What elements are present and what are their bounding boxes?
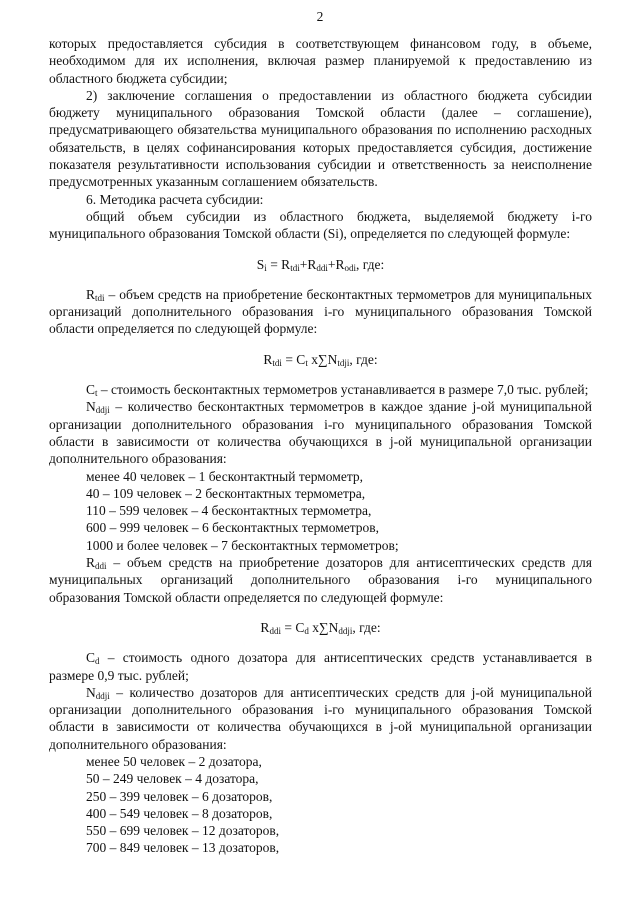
list-item: менее 40 человек – 1 бесконтактный термометр, bbox=[86, 468, 364, 484]
list-item: 550 – 699 человек – 12 дозаторов, bbox=[86, 823, 280, 839]
definition-n-thermometers: $N_{ddji}$ – количество бесконтактных термометров в каждое здание j-ой муниципальной организации дополнительного образования i-го муниципального образования Томской области в зависимости от количества обучающихся в j-ой муниципальной организации дополнительного образования: bbox=[49, 399, 592, 467]
list-item: 250 – 399 человек – 6 дозаторов, bbox=[86, 788, 273, 804]
list-item: 40 – 109 человек – 2 бесконтактных термометра, bbox=[86, 485, 366, 501]
definition-n-dispensers: $N_{ddji}$ – количество дозаторов для антисептических средств для j-ой муниципальной организации дополнительного образования i-го муниципального образования Томской области в зависимости от количества обучающихся в j-ой муниципальной организации дополнительного образования: bbox=[49, 684, 592, 752]
list-item: 700 – 849 человек – 13 дозаторов, bbox=[86, 840, 280, 856]
page-number: 2 bbox=[316, 9, 324, 24]
definition-c-t: $C_t$ – стоимость бесконтактных термометров устанавливается в размере 7,0 тыс. рублей; bbox=[86, 382, 589, 399]
list-item: 400 – 549 человек – 8 дозаторов, bbox=[86, 805, 273, 821]
list-item: менее 50 человек – 2 дозатора, bbox=[86, 753, 262, 769]
definition-c-d: $C_d$ – стоимость одного дозатора для антисептических средств устанавливается в размере 0,9 тыс. рублей; bbox=[49, 650, 592, 683]
formula-dispensers: $R_{ddi} = C_d$ $x\sum N_{ddji}$, где: bbox=[260, 619, 381, 636]
definition-r-ddi: $R_{ddi}$ – объем средств на приобретение дозаторов для антисептических средств для муниципальных организаций дополнительного образования i-го муниципального образования Томской области определяется по следующей формуле: bbox=[49, 555, 592, 605]
formula-thermometers: $R_{tdi} = C_t$ $x\sum N_{tdji}$, где: bbox=[263, 351, 378, 368]
list-item: 110 – 599 человек – 4 бесконтактных термометра, bbox=[86, 503, 372, 519]
paragraph-agreement: 2) заключение соглашения о предоставлении из областного бюджета субсидии бюджету муниципального образования Томской области (далее – соглашение), предусматривающего обязательства муниципального образования по исполнению расходных обязательств, в целях софинансирования которых предоставляется субсидия, достижение показателя результативности использования субсидии и ответственность за неисполнение предусмотренных указанным соглашением обязательств. bbox=[49, 87, 592, 190]
list-item: 1000 и более человек – 7 бесконтактных термометров; bbox=[86, 537, 399, 553]
list-item: 600 – 999 человек – 6 бесконтактных термометров, bbox=[86, 520, 380, 536]
document-body bbox=[49, 35, 592, 857]
paragraph-conditions-end: которых предоставляется субсидия в соответствующем финансовом году, в объеме, необходимом для их исполнения, включая размер планируемой к предоставлению из областного бюджета субсидии; bbox=[49, 36, 592, 86]
paragraph-total-subsidy: общий объем субсидии из областного бюджета, выделяемой бюджету i-го муниципального образования Томской области (Si), определяется по следующей формуле: bbox=[49, 208, 592, 242]
formula-total-subsidy: $S_i = R_{tdi}+R_{ddi}+R_{odi}$, где: bbox=[256, 256, 385, 273]
section-heading-methodology: 6. Методика расчета субсидии: bbox=[86, 191, 264, 207]
definition-r-tdi: $R_{tdi}$ – объем средств на приобретение бесконтактных термометров для муниципальных организаций дополнительного образования i-го муниципального образования Томской области определяется по следующей формуле: bbox=[49, 286, 592, 337]
list-item: 50 – 249 человек – 4 дозатора, bbox=[86, 771, 259, 787]
